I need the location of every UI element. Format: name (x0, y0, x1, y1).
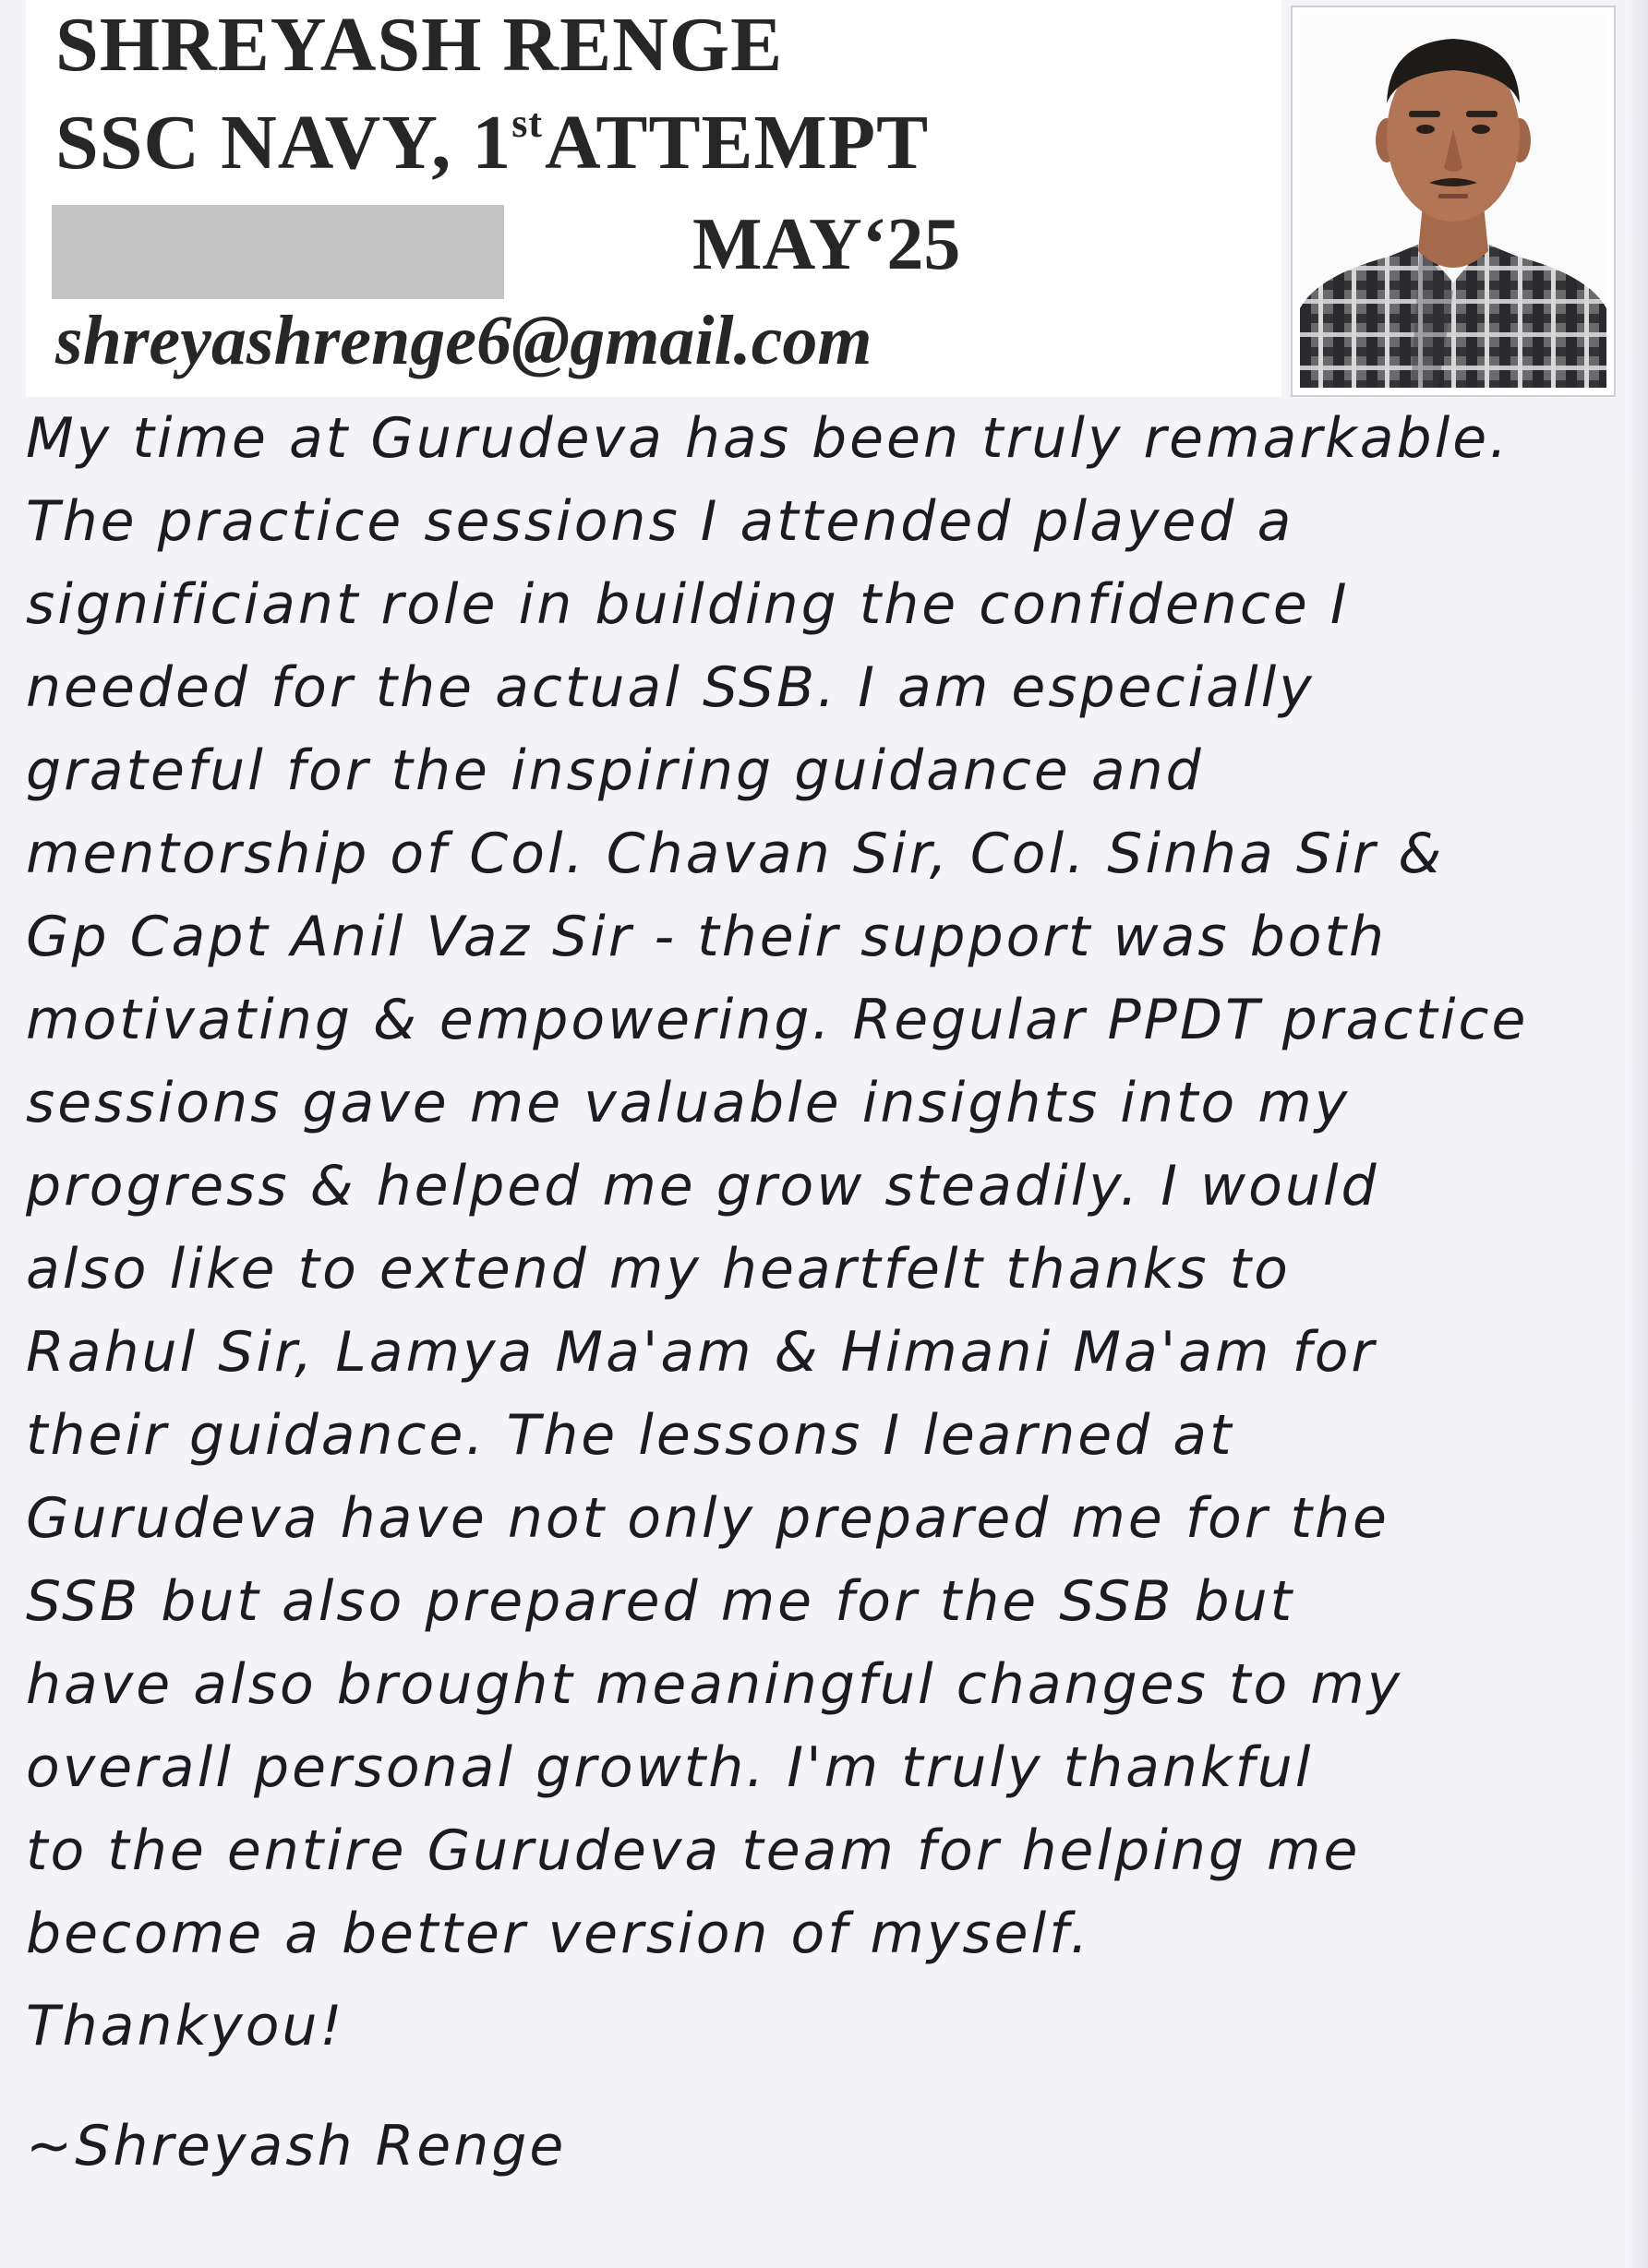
letter-line: overall personal growth. I'm truly thankful (26, 1735, 1314, 1800)
letter-line: also like to extend my heartfelt thanks to (26, 1237, 1291, 1302)
course-attempt (55, 98, 929, 187)
letter-line: The practice sessions I attended played a (26, 489, 1294, 554)
letter-line: to the entire Gurudeva team for helping me (26, 1818, 1361, 1883)
redacted-field (52, 205, 504, 299)
header-block (26, 0, 1281, 397)
letter-line: significiant role in building the confidence I (26, 572, 1350, 637)
letter-line: SSB but also prepared me for the SSB but (26, 1569, 1295, 1634)
scan-edge (1628, 0, 1648, 2268)
letter-line: Rahul Sir, Lamya Ma'am & Himani Ma'am for (26, 1320, 1377, 1385)
letter-line: sessions gave me valuable insights into my (26, 1071, 1351, 1135)
letter-line: their guidance. The lessons I learned at (26, 1403, 1234, 1468)
signature: ~Shreyash Renge (26, 2114, 567, 2178)
letter-line: become a better version of myself. (26, 1902, 1091, 1966)
course-prefix: SSC NAVY, 1 (55, 100, 512, 186)
letter-line: Gurudeva have not only prepared me for the (26, 1486, 1389, 1551)
letter-line: needed for the actual SSB. I am especially (26, 655, 1315, 720)
letter-line: My time at Gurudeva has been truly remarkable. (26, 406, 1510, 471)
letter-line: have also brought meaningful changes to my (26, 1652, 1403, 1717)
letter-line: mentorship of Col. Chavan Sir, Col. Sinha Sir & (26, 822, 1445, 886)
attempt-date: MAY‘25 (692, 204, 961, 285)
closing-thanks: Thankyou! (26, 1994, 345, 2058)
course-superscript: st (511, 101, 543, 146)
letter-line: Gp Capt Anil Vaz Sir - their support was both (26, 905, 1388, 969)
author-email: shreyashrenge6@gmail.com (55, 302, 872, 379)
letter-line: grateful for the inspiring guidance and (26, 738, 1204, 803)
portrait-photo-icon (1300, 15, 1606, 388)
letter-line: motivating & empowering. Regular PPDT practice (26, 988, 1529, 1052)
course-suffix: ATTEMPT (545, 100, 930, 186)
author-name: SHREYASH RENGE (55, 2, 784, 88)
letter-line: progress & helped me grow steadily. I would (26, 1154, 1379, 1218)
portrait-photo (1293, 7, 1614, 395)
